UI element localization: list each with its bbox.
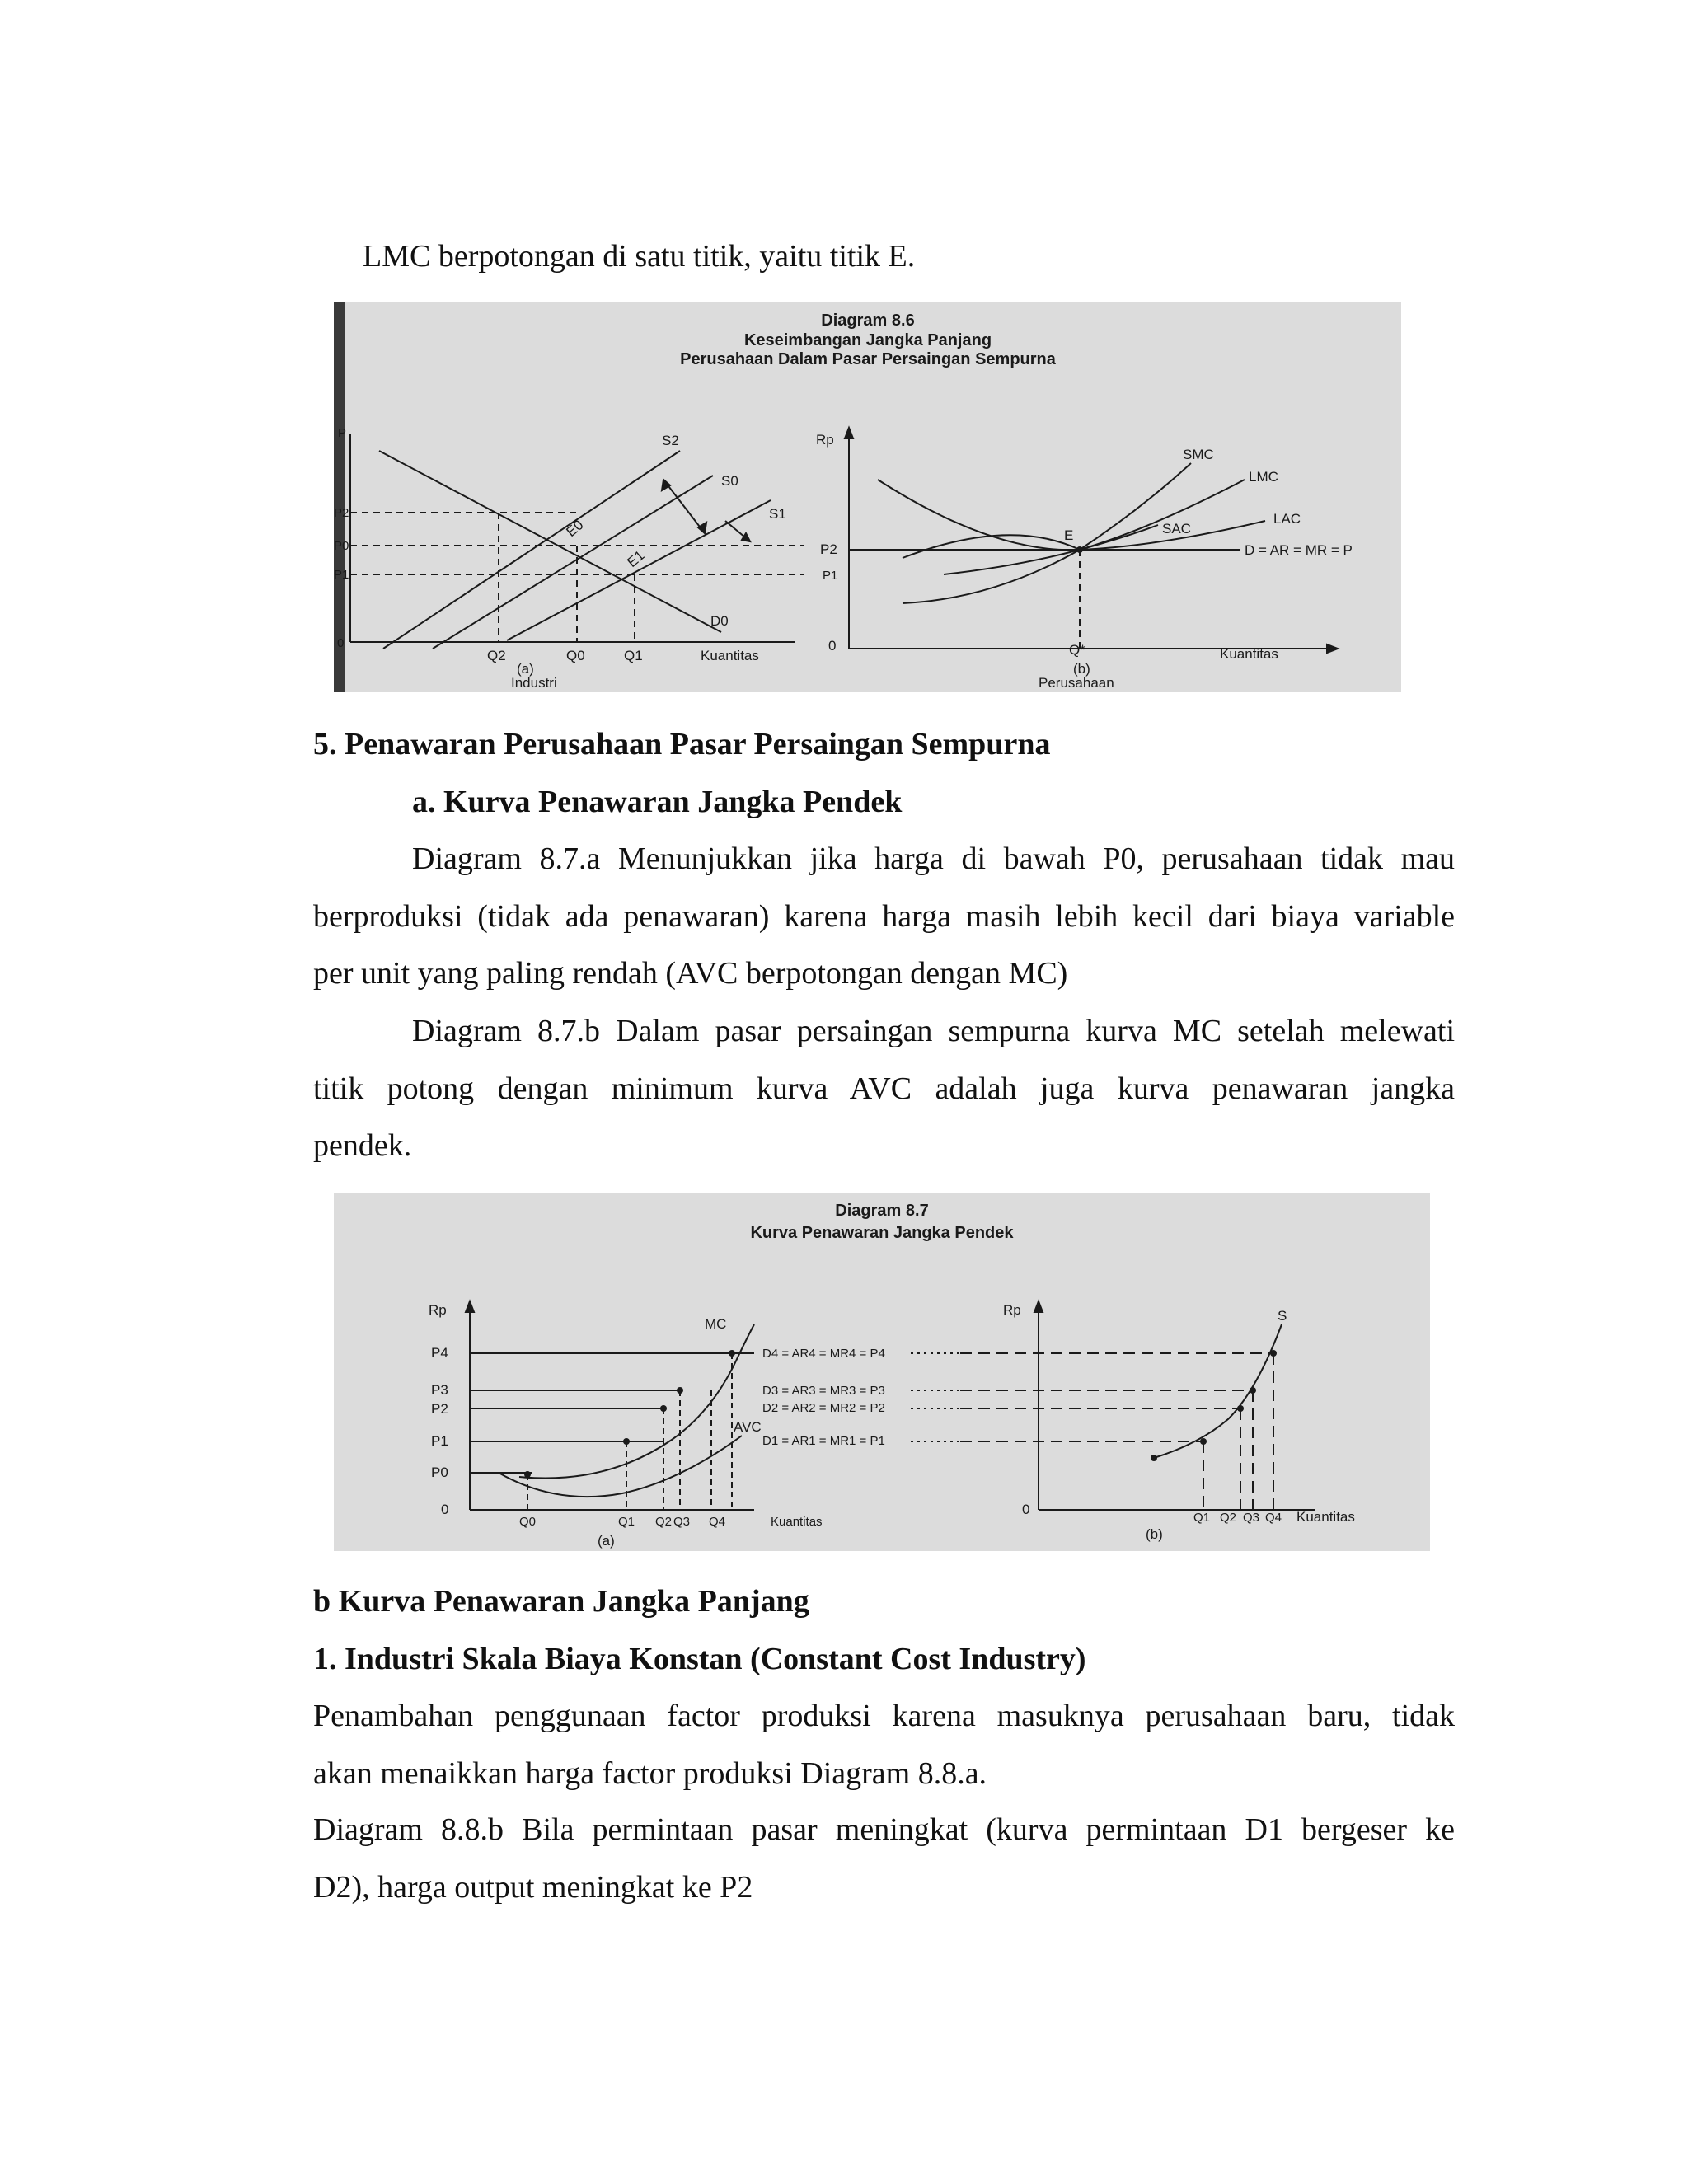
diagram-8-7-image: [334, 1193, 1430, 1551]
fig87-a-q2: Q2: [655, 1515, 673, 1529]
fig86-b-p1: P1: [823, 569, 838, 583]
fig87-a-panel: (a): [598, 1533, 615, 1549]
fig86-a-s1: S1: [769, 506, 786, 522]
fig86-title2: Keseimbangan Jangka Panjang: [743, 331, 992, 349]
fig86-a-s2: S2: [662, 433, 679, 448]
fig86-b-demand: D = AR = MR = P: [1245, 542, 1353, 558]
fig86-b-p2: P2: [820, 541, 837, 557]
heading-5: 5. Penawaran Perusahaan Pasar Persaingan Sempurna: [313, 727, 1051, 762]
para2-line1: Diagram 8.7.b Dalam pasar persaingan sempurna kurva MC setelah melewati: [412, 1014, 1455, 1048]
fig86-b-panel: (b): [1073, 661, 1090, 677]
fig87-b-q2: Q2: [1220, 1511, 1237, 1525]
fig86-a-q1: Q1: [624, 648, 643, 663]
fig86-b-caption: Perusahaan: [1039, 675, 1114, 691]
fig87-b-q4: Q4: [1265, 1511, 1282, 1525]
fig87-a-q3: Q3: [673, 1515, 691, 1529]
fig87-b-q1: Q1: [1193, 1511, 1211, 1525]
fig87-a-avc: AVC: [734, 1419, 762, 1435]
heading-b: b Kurva Penawaran Jangka Panjang: [313, 1584, 809, 1619]
fig87-b-s: S: [1278, 1308, 1287, 1324]
fig87-a-d3: D3 = AR3 = MR3 = P3: [762, 1384, 885, 1398]
fig87-a-p2: P2: [431, 1401, 448, 1417]
fig86-a-p1: P1: [334, 568, 349, 582]
para1-line2: berproduksi (tidak ada penawaran) karena harga masih lebih kecil dari biaya variable: [313, 899, 1455, 934]
fig86-b-qstar: Q*: [1069, 642, 1085, 658]
para2-line2: titik potong dengan minimum kurva AVC adalah juga kurva penawaran jangka: [313, 1071, 1455, 1106]
para3-line2: akan menaikkan harga factor produksi Diagram 8.8.a.: [313, 1756, 987, 1791]
fig87-title1: Diagram 8.7: [835, 1202, 929, 1220]
fig87-a-q1: Q1: [618, 1515, 635, 1529]
fig86-a-p2: P2: [334, 506, 349, 520]
para3-line1: Penambahan penggunaan factor produksi karena masuknya perusahaan baru, tidak: [313, 1699, 1455, 1733]
fig87-b-panel: (b): [1146, 1526, 1163, 1542]
para1-line1: Diagram 8.7.a Menunjukkan jika harga di bawah P0, perusahaan tidak mau: [412, 841, 1455, 876]
fig86-title3: Perusahaan Dalam Pasar Persaingan Sempurna: [680, 350, 1056, 368]
fig87-a-ylabel: Rp: [429, 1302, 447, 1318]
fig86-b-xlabel: Kuantitas: [1220, 646, 1278, 662]
heading-a: a. Kurva Penawaran Jangka Pendek: [412, 785, 903, 819]
fig86-b-ylabel: Rp: [816, 432, 834, 448]
fig86-a-e1: E1: [624, 547, 648, 571]
fig87-a-origin: 0: [441, 1502, 449, 1517]
fig87-a-mc: MC: [705, 1316, 727, 1332]
para2-line3: pendek.: [313, 1128, 412, 1163]
diagram-8-6: [334, 302, 1401, 692]
fig87-a-xlabel: Kuantitas: [771, 1515, 823, 1529]
intro-text: LMC berpotongan di satu titik, yaitu titik E.: [363, 239, 916, 274]
heading-1: 1. Industri Skala Biaya Konstan (Constant Cost Industry): [313, 1642, 1086, 1676]
fig87-b-origin: 0: [1022, 1502, 1030, 1517]
fig87-a-d2: D2 = AR2 = MR2 = P2: [762, 1401, 885, 1415]
fig86-b-origin: 0: [828, 638, 837, 654]
fig86-a-panel: (a): [517, 661, 534, 677]
fig87-a-q0: Q0: [519, 1515, 537, 1529]
fig86-a-p0: P0: [334, 539, 349, 553]
fig86-a-origin: 0: [337, 636, 345, 650]
fig87-a-p3: P3: [431, 1382, 448, 1398]
para4-line2: D2), harga output meningkat ke P2: [313, 1870, 753, 1905]
fig87-a-q4: Q4: [709, 1515, 726, 1529]
fig86-a-d0: D0: [710, 613, 729, 629]
fig87-a-d1: D1 = AR1 = MR1 = P1: [762, 1434, 885, 1448]
diagram-8-6-image: [334, 302, 1401, 692]
fig87-a-p4: P4: [431, 1345, 448, 1361]
fig86-b-lac: LAC: [1273, 511, 1301, 527]
fig86-a-ylabel: P: [338, 426, 347, 440]
fig86-a-xlabel: Kuantitas: [701, 648, 759, 663]
fig87-title2: Kurva Penawaran Jangka Pendek: [750, 1224, 1014, 1242]
fig86-b-e: E: [1064, 527, 1074, 543]
para1-line3: per unit yang paling rendah (AVC berpotongan dengan MC): [313, 956, 1068, 991]
fig86-a-q2: Q2: [487, 648, 506, 663]
fig86-b-smc: SMC: [1183, 447, 1214, 462]
fig86-a-s0: S0: [721, 473, 738, 489]
fig86-a-e0: E0: [563, 517, 587, 541]
fig86-a-q0: Q0: [566, 648, 585, 663]
fig86-title1: Diagram 8.6: [821, 312, 915, 330]
fig86-point-e: [1076, 546, 1083, 553]
fig87-a-p0: P0: [431, 1465, 448, 1480]
fig86-b-lmc: LMC: [1249, 469, 1278, 485]
fig87-b-xlabel: Kuantitas: [1296, 1509, 1355, 1525]
fig86-b-sac: SAC: [1162, 521, 1191, 537]
fig87-a-d4: D4 = AR4 = MR4 = P4: [762, 1347, 885, 1361]
para4-line1: Diagram 8.8.b Bila permintaan pasar meningkat (kurva permintaan D1 bergeser ke: [313, 1812, 1455, 1847]
fig87-b-q3: Q3: [1243, 1511, 1260, 1525]
diagram-8-7: [334, 1193, 1430, 1551]
fig86-a-caption: Industri: [511, 675, 557, 691]
fig87-a-p1: P1: [431, 1433, 448, 1449]
fig87-b-ylabel: Rp: [1003, 1302, 1021, 1318]
